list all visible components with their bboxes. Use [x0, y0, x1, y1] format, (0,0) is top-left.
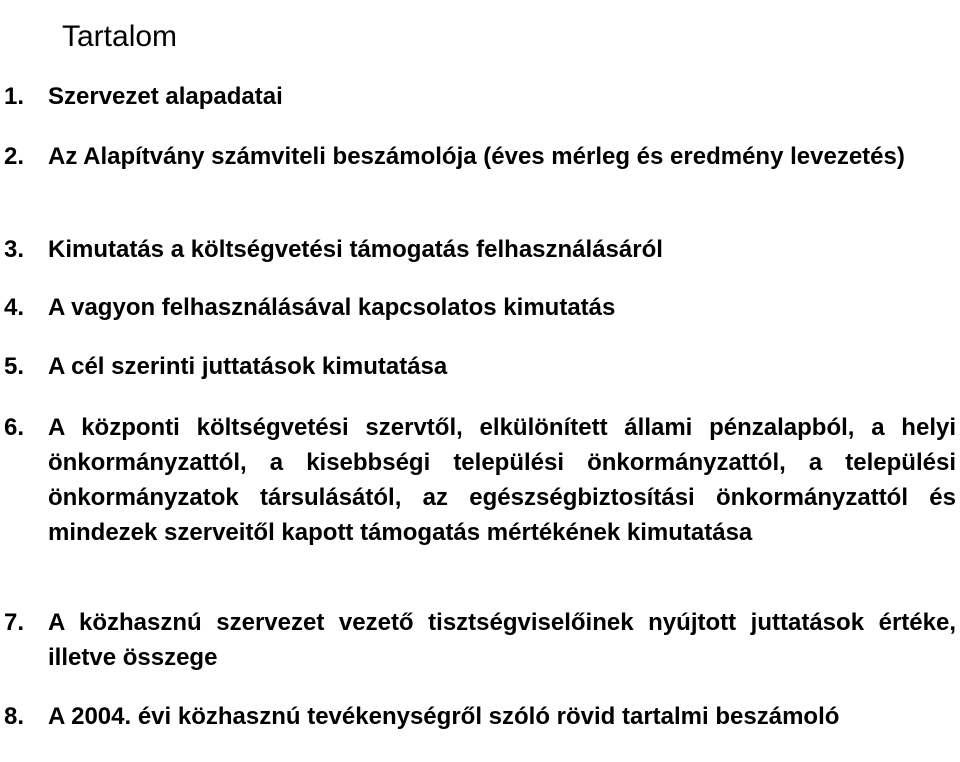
toc-item-text: Szervezet alapadatai: [48, 83, 283, 110]
toc-item-number: 1.: [4, 83, 25, 110]
toc-item-text: Az Alapítvány számviteli beszámolója (éves mérleg és eredmény levezetés): [48, 143, 905, 170]
toc-item-number: 7.: [4, 609, 25, 636]
toc-item-1: [4, 79, 956, 114]
toc-item-6: [4, 410, 956, 550]
toc-item-number: 8.: [4, 703, 25, 730]
toc-item-5: [4, 349, 956, 384]
toc-item-number: 3.: [4, 236, 25, 263]
toc-item-text: A központi költségvetési szervtől, elkülönített állami pénzalapból, a helyi önkormányzattól, a kisebbségi települési önkormányzattól, a települési önkormányzatok társulásától, az egészségbiztosítási önkormányzattól és mindezek szerveitől kapott támogatás mértékének kimutatása: [48, 414, 956, 546]
toc-item-text: A 2004. évi közhasznú tevékenységről szóló rövid tartalmi beszámoló: [48, 703, 840, 730]
toc-item-8: [4, 699, 956, 734]
page-title: Tartalom: [62, 20, 178, 54]
toc-item-text: Kimutatás a költségvetési támogatás felhasználásáról: [48, 236, 663, 263]
toc-item-4: [4, 290, 956, 325]
toc-item-number: 4.: [4, 294, 25, 321]
toc-item-number: 2.: [4, 143, 25, 170]
toc-item-3: [4, 232, 956, 267]
toc-item-text: A közhasznú szervezet vezető tisztségviselőinek nyújtott juttatások értéke, illetve összege: [48, 609, 956, 671]
toc-item-7: [4, 605, 956, 675]
toc-item-2: [4, 139, 956, 174]
toc-item-number: 6.: [4, 414, 25, 441]
toc-item-text: A cél szerinti juttatások kimutatása: [48, 353, 448, 380]
toc-item-text: A vagyon felhasználásával kapcsolatos kimutatás: [48, 294, 616, 321]
toc-item-number: 5.: [4, 353, 25, 380]
